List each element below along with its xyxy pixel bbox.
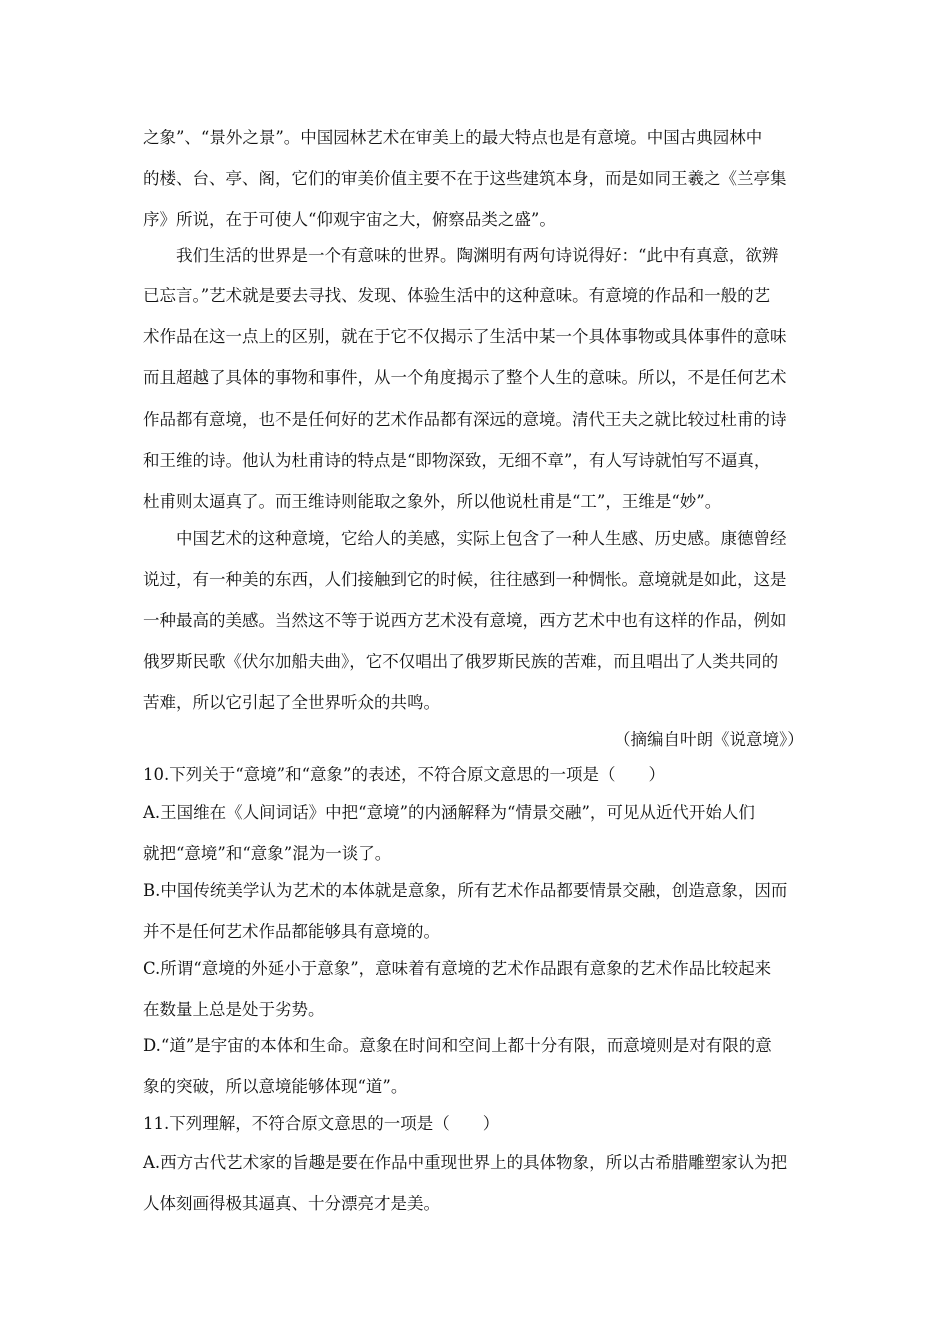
text-line: 之象”、“景外之景”。中国园林艺术在审美上的最大特点也是有意境。中国古典园林中 (143, 128, 763, 147)
option-line: 就把“意境”和“意象”混为一谈了。 (143, 844, 392, 863)
text-line: 的楼、台、亭、阁，它们的审美价值主要不在于这些建筑本身，而是如同王羲之《兰亭集 (143, 169, 787, 188)
text-line: 和王维的诗。他认为杜甫诗的特点是“即物深致，无细不章”，有人写诗就怕写不逼真， (143, 451, 771, 470)
text-line: 术作品在这一点上的区别，就在于它不仅揭示了生活中某一个具体事物或具体事件的意味 (143, 327, 787, 346)
text-line: 而且超越了具体的事物和事件，从一个角度揭示了整个人生的意味。所以，不是任何艺术 (143, 368, 787, 387)
text-line: 已忘言。”艺术就是要去寻找、发现、体验生活中的这种意味。有意境的作品和一般的艺 (143, 286, 771, 305)
source-citation: （摘编自叶朗《说意境》） (614, 730, 804, 749)
option-line: 并不是任何艺术作品都能够具有意境的。 (143, 922, 440, 941)
option-line: 人体刻画得极其逼真、十分漂亮才是美。 (143, 1194, 440, 1213)
option-line: 在数量上总是处于劣势。 (143, 1000, 325, 1019)
option-line: A.王国维在《人间词话》中把“意境”的内涵解释为“情景交融”，可见从近代开始人们 (143, 803, 755, 822)
option-line: A.西方古代艺术家的旨趣是要在作品中重现世界上的具体物象，所以古希腊雕塑家认为把 (143, 1153, 788, 1172)
text-line: 说过，有一种美的东西，人们接触到它的时候，往往感到一种惆怅。意境就是如此，这是 (143, 570, 787, 589)
text-line: 杜甫则太逼真了。而王维诗则能取之象外，所以他说杜甫是“工”，王维是“妙”。 (143, 492, 722, 511)
text-line: 一种最高的美感。当然这不等于说西方艺术没有意境，西方艺术中也有这样的作品，例如 (143, 611, 787, 630)
option-line: 象的突破，所以意境能够体现“道”。 (143, 1077, 408, 1096)
option-line: B.中国传统美学认为艺术的本体就是意象，所有艺术作品都要情景交融，创造意象，因而 (143, 881, 788, 900)
question-stem: 11.下列理解，不符合原文意思的一项是（ ） (143, 1114, 500, 1133)
text-line: 中国艺术的这种意境，它给人的美感，实际上包含了一种人生感、历史感。康德曾经 (176, 529, 787, 548)
option-line: D.“道”是宇宙的本体和生命。意象在时间和空间上都十分有限，而意境则是对有限的意 (143, 1036, 772, 1055)
text-line: 苦难，所以它引起了全世界听众的共鸣。 (143, 693, 440, 712)
text-line: 我们生活的世界是一个有意味的世界。陶渊明有两句诗说得好：“此中有真意，欲辨 (176, 246, 779, 265)
text-line: 俄罗斯民歌《伏尔加船夫曲》，它不仅唱出了俄罗斯民族的苦难，而且唱出了人类共同的 (143, 652, 779, 671)
text-line: 序》所说，在于可使人“仰观宇宙之大，俯察品类之盛”。 (143, 210, 556, 229)
text-line: 作品都有意境，也不是任何好的艺术作品都有深远的意境。清代王夫之就比较过杜甫的诗 (143, 410, 787, 429)
option-line: C.所谓“意境的外延小于意象”，意味着有意境的艺术作品跟有意象的艺术作品比较起来 (143, 959, 772, 978)
question-stem: 10.下列关于“意境”和“意象”的表述，不符合原文意思的一项是（ ） (143, 765, 665, 784)
